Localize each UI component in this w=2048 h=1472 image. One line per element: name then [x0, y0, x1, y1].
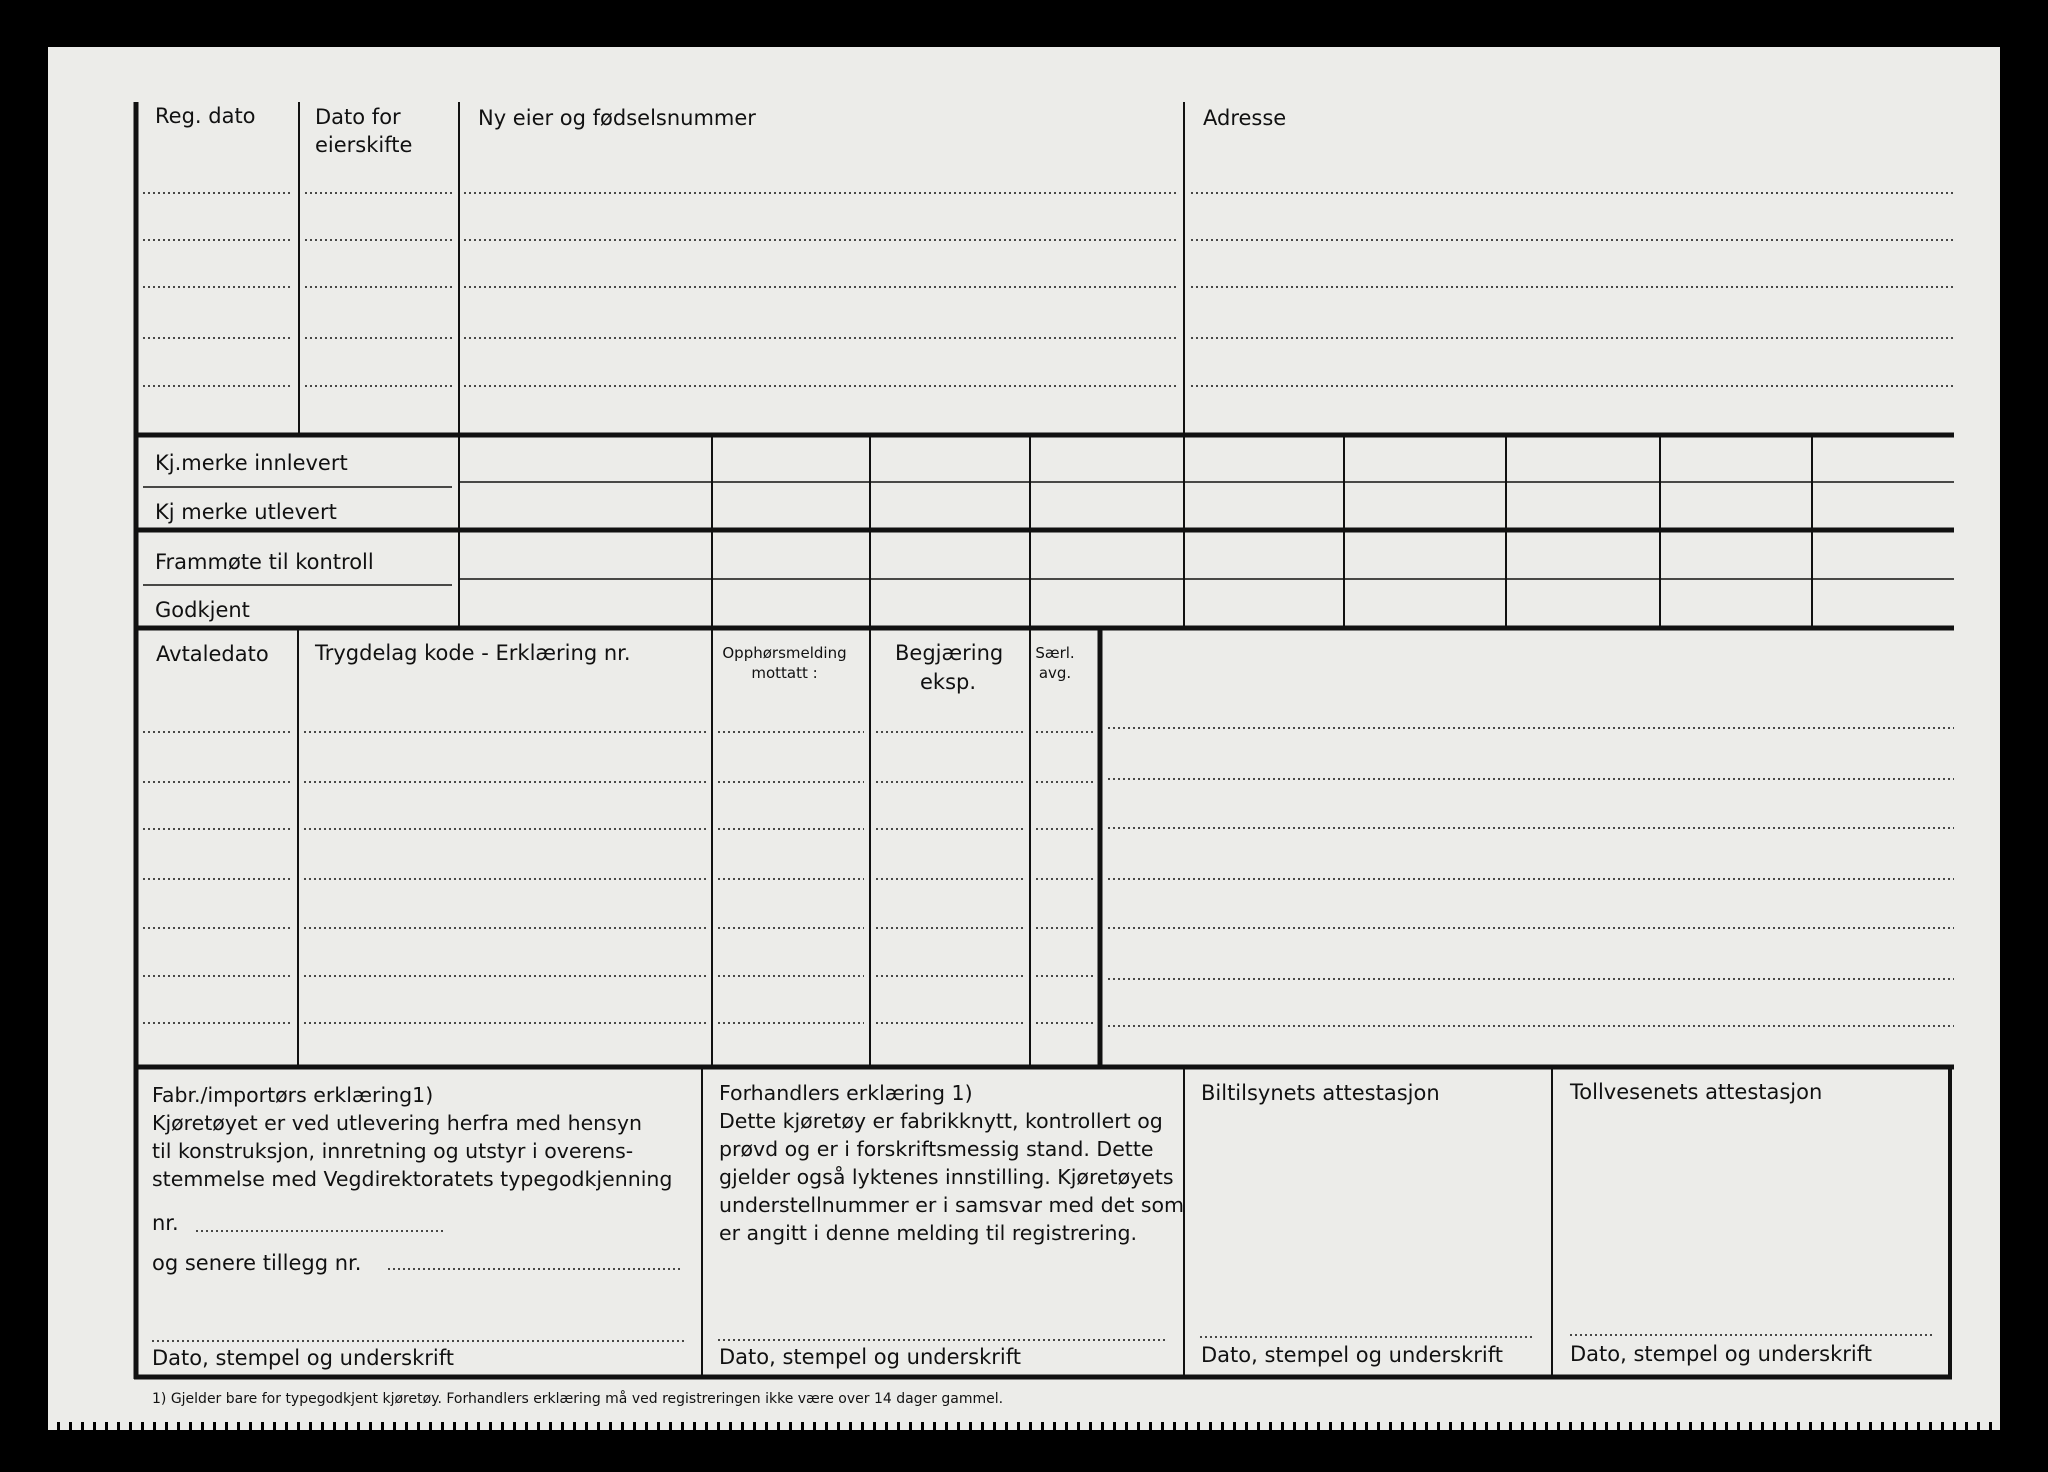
trygdelag-label: Trygdelag kode - Erklæring nr.: [315, 641, 631, 665]
dealer-title: Forhandlers erklæring 1): [719, 1081, 973, 1105]
importer-nr-label: nr.: [152, 1211, 179, 1235]
biltilsyn-signature-label: Dato, stempel og underskrift: [1201, 1343, 1503, 1367]
registration-card: [48, 47, 2000, 1424]
importer-line-1: Kjøretøyet er ved utlevering herfra med hensyn: [152, 1111, 642, 1135]
opphorsmelding-label-1: Opphørsmelding: [722, 644, 847, 662]
dealer-line-4: understellnummer er i samsvar med det som: [719, 1193, 1185, 1217]
importer-line-2: til konstruksjon, innretning og utstyr i overens-: [152, 1139, 634, 1163]
dealer-declaration: [719, 1079, 1184, 1247]
opphorsmelding-label-2: mottatt :: [751, 664, 818, 682]
begjaering-label-1: Begjæring: [895, 641, 1004, 665]
importer-declaration: [152, 1081, 672, 1193]
dealer-signature-label: Dato, stempel og underskrift: [719, 1345, 1021, 1369]
frammote-label: Frammøte til kontroll: [155, 550, 374, 574]
toll-signature-label: Dato, stempel og underskrift: [1570, 1342, 1872, 1366]
avtaledato-label: Avtaledato: [156, 642, 269, 666]
importer-senere-label: og senere tillegg nr.: [152, 1251, 362, 1275]
dato-for-eierskifte-label-1: Dato for: [315, 105, 401, 129]
dealer-line-5: er angitt i denne melding til registrering.: [719, 1221, 1138, 1245]
saerl-label-2: avg.: [1038, 664, 1072, 682]
saerl-label-1: Særl.: [1035, 644, 1075, 662]
reg-dato-label: Reg. dato: [155, 104, 256, 128]
adresse-label: Adresse: [1203, 106, 1287, 130]
importer-title: Fabr./importørs erklæring1): [152, 1083, 434, 1107]
kjmerke-utlevert-label: Kj merke utlevert: [155, 500, 337, 524]
dealer-line-1: Dette kjøretøy er fabrikknytt, kontrollert og: [719, 1109, 1163, 1133]
importer-line-3: stemmelse med Vegdirektoratets typegodkjenning: [152, 1167, 673, 1191]
dato-for-eierskifte-label-2: eierskifte: [315, 133, 413, 157]
ny-eier-label: Ny eier og fødselsnummer: [478, 106, 756, 130]
begjaering-label-2: eksp.: [920, 670, 977, 694]
dealer-line-3: gjelder også lyktenes innstilling. Kjøretøyets: [719, 1165, 1174, 1189]
godkjent-label: Godkjent: [155, 598, 250, 622]
footnote: 1) Gjelder bare for typegodkjent kjøretøy. Forhandlers erklæring må ved registreringen ikke være over 14 dager gammel.: [152, 1391, 1004, 1407]
importer-signature-label: Dato, stempel og underskrift: [152, 1346, 454, 1370]
dealer-line-2: prøvd og er i forskriftsmessig stand. Dette: [719, 1137, 1154, 1161]
toll-title: Tollvesenets attestasjon: [1570, 1080, 1823, 1104]
kjmerke-innlevert-label: Kj.merke innlevert: [155, 451, 348, 475]
biltilsyn-title: Biltilsynets attestasjon: [1201, 1081, 1440, 1105]
